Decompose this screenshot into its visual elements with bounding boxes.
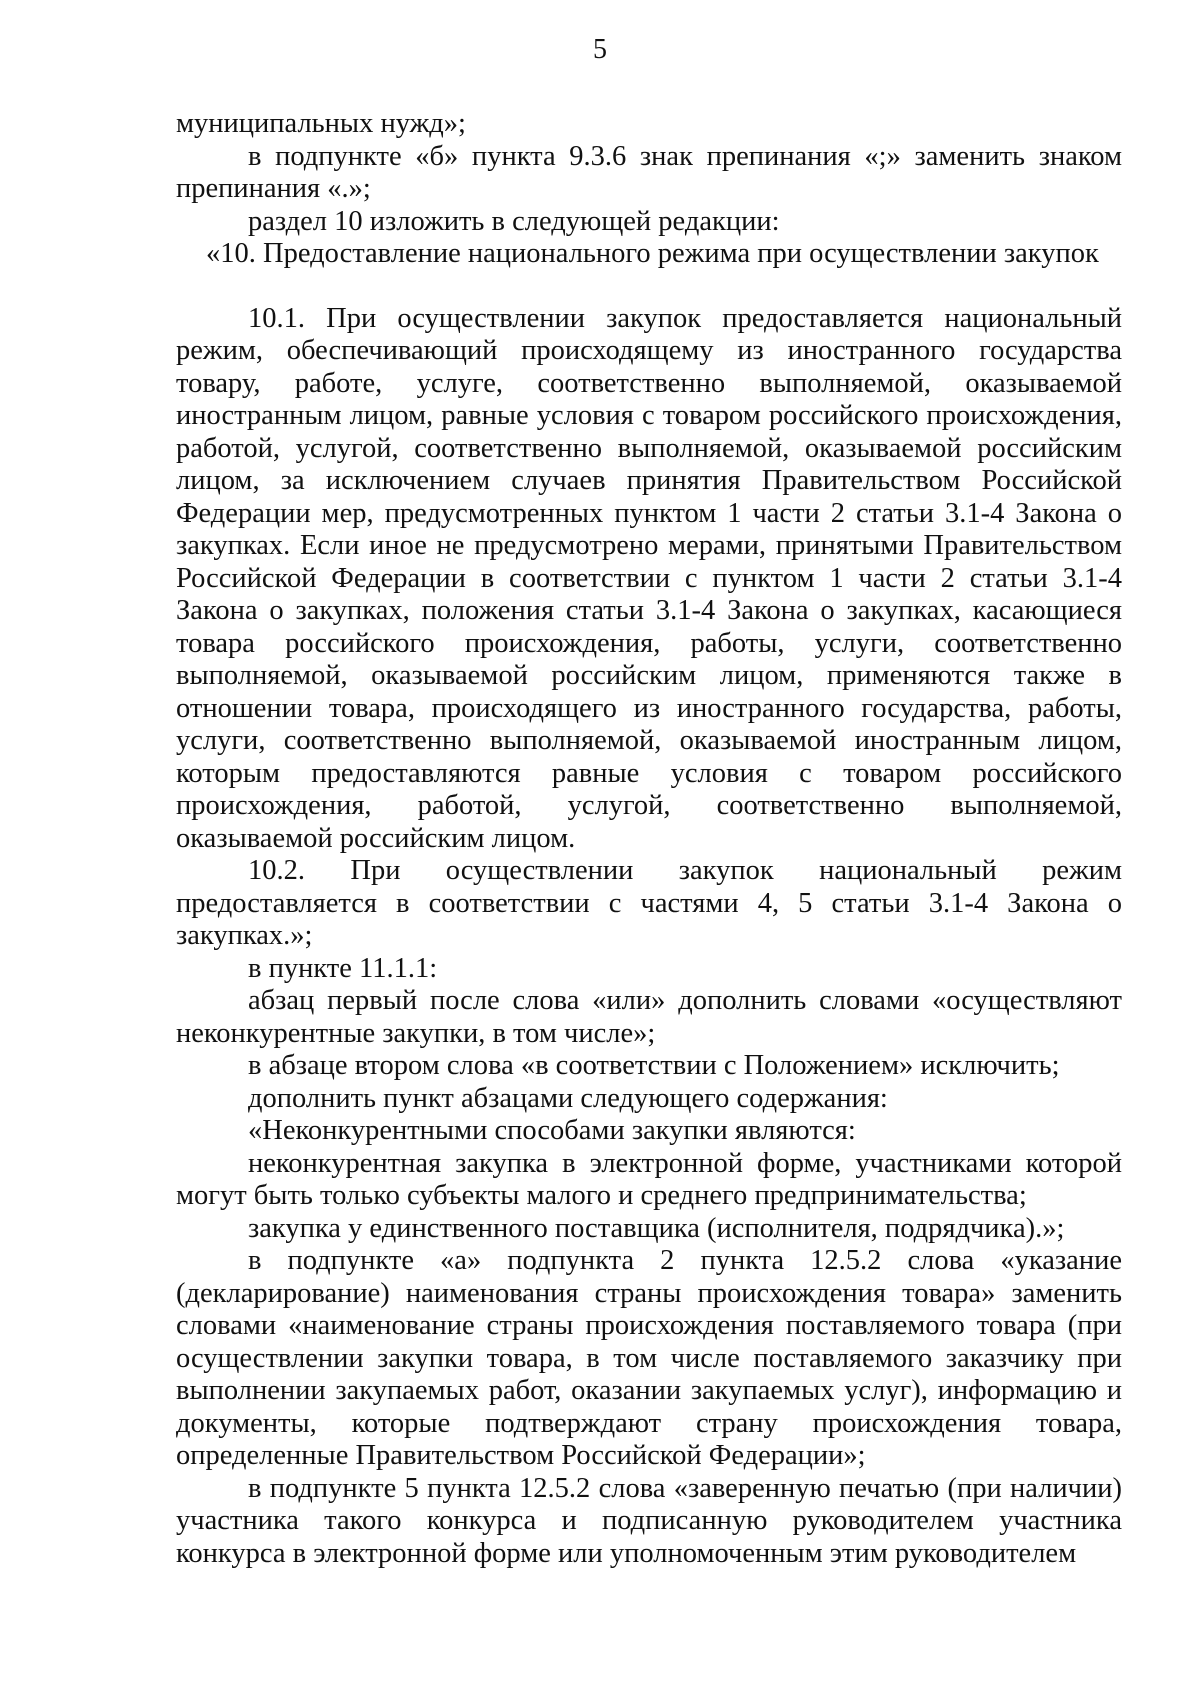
paragraph-noncompetitive-methods: «Неконкурентными способами закупки являются: bbox=[248, 1115, 856, 1146]
paragraph-single-supplier: закупка у единственного поставщика (исполнителя, подрядчика).»; bbox=[248, 1212, 1065, 1244]
paragraph-11-1-1-second: в абзаце втором слова «в соответствии с Положением» исключить; bbox=[248, 1050, 1060, 1081]
section-10-heading: «10. Предоставление национального режима при осуществлении закупок bbox=[206, 238, 1099, 269]
paragraph-11-1-1-intro: в пункте 11.1.1: bbox=[248, 952, 438, 984]
paragraph-continuation: муниципальных нужд»; bbox=[176, 108, 466, 139]
paragraph-12-5-2-a: в подпункте «а» подпункта 2 пункта 12.5.2 слова «указание (декларирование) наименования страны происхождения товара» заменить словами «наименование страны происхождения поставляемого товара (при осуществлении закупки товара, в том числе поставляемого заказчику при выполнении закупаемых работ, оказании закупаемых услуг), информацию и документы, которые подтверждают страну происхождения товара, определенные Правительством Российской Федерации»; bbox=[176, 1245, 1122, 1471]
paragraph-amendment-9-3-6: в подпункте «б» пункта 9.3.6 знак препинания «;» заменить знаком препинания «.»; bbox=[176, 140, 1122, 204]
paragraph-11-1-1-supplement: дополнить пункт абзацами следующего содержания: bbox=[248, 1082, 888, 1114]
page-number: 5 bbox=[593, 34, 607, 65]
paragraph-10-2: 10.2. При осуществлении закупок национальный режим предоставляется в соответствии с частями 4, 5 статьи 3.1-4 Закона о закупках.»; bbox=[176, 855, 1122, 951]
paragraph-11-1-1-first: абзац первый после слова «или» дополнить словами «осуществляют неконкурентные закупки, в том числе»; bbox=[176, 985, 1122, 1049]
document-body bbox=[176, 108, 1122, 1570]
paragraph-section-10-intro: раздел 10 изложить в следующей редакции: bbox=[248, 205, 780, 237]
paragraph-10-1: 10.1. При осуществлении закупок предоставляется национальный режим, обеспечивающий происходящему из иностранного государства товару, работе, услуге, соответственно выполняемой, оказываемой иностранным лицом, равные условия с товаром российского происхождения, работой, услугой, соответственно выполняемой, оказываемой российским лицом, за исключением случаев принятия Правительством Российской Федерации мер, предусмотренных пунктом 1 части 2 статьи 3.1-4 Закона о закупках. Если иное не предусмотрено мерами, принятыми Правительством Российской Федерации в соответствии с пунктом 1 части 2 статьи 3.1-4 Закона о закупках, положения статьи 3.1-4 Закона о закупках, касающиеся товара российского происхождения, работы, услуги, соответственно выполняемой, оказываемой российским лицом, применяются также в отношении товара, происходящего из иностранного государства, работы, услуги, соответственно выполняемой, оказываемой иностранным лицом, которым предоставляются равные условия с товаром российского происхождения, работой, услугой, соответственно выполняемой, оказываемой российским лицом. bbox=[176, 302, 1122, 854]
paragraph-12-5-2-5: в подпункте 5 пункта 12.5.2 слова «заверенную печатью (при наличии) участника такого конкурса и подписанную руководителем участника конкурса в электронной форме или уполномоченным этим руководителем bbox=[176, 1472, 1122, 1569]
paragraph-electronic-procurement: неконкурентная закупка в электронной форме, участниками которой могут быть только субъекты малого и среднего предпринимательства; bbox=[176, 1147, 1122, 1211]
